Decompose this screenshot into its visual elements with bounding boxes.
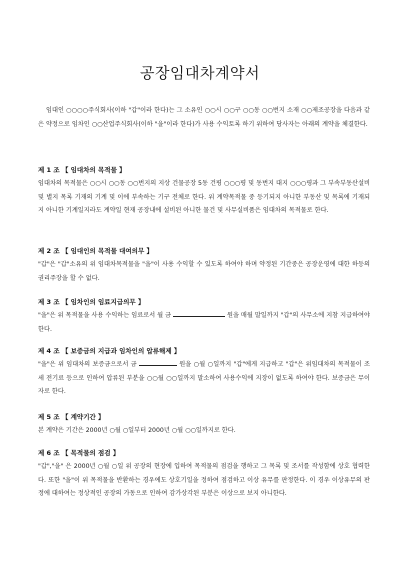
article-3-text-after: 원을 매월 말일까지 "갑"의 사무소에 지참 지급하여야 한다. bbox=[38, 312, 371, 333]
article-4-text-before: "을"은 위 임대차의 보증금으로서 금 bbox=[38, 361, 137, 368]
article-2-heading: 제 2 조 【 임대인의 목적물 대여의무 】 bbox=[38, 247, 153, 255]
article-6-body: "갑","을" 은 2000년 ○월 ○일 위 공장의 현장에 입하여 목적물의 점검을 행하고 그 목록 및 조서를 작성함에 상호 협력한다. 또한 "을"이 위 목적물을 반환하는 경우에도 상호기일을 정하여 점검하고 이상 유무를 판정한다. 이 경우 이상유무의 판정에 대하여는 정상적인 공장의 가동으로 인하여 감가상각된 부분은 이상으로 보지 아니한다. bbox=[38, 463, 370, 497]
article-4-body bbox=[38, 358, 370, 399]
article-3-body bbox=[38, 309, 370, 336]
article-4-text-after: 원을 ○월 ○일까지 "갑"에게 지급하고 "갑"은 위임대차의 목적물이 조세 전기료 등으로 인하여 압류된 부분을 ○○월 ○○일까지 말소하여 사용수익에 지장이 없도록 하여야 한다. 보증금은 무이자로 한다. bbox=[38, 361, 370, 395]
article-2-body: "갑"은 "갑"소유의 위 임대차목적물을 "을"이 사용 수익할 수 있도록 하여야 하며 약정된 기간중은 공장운영에 대한 하등의 권리주장을 할 수 없다. bbox=[38, 261, 370, 282]
article-5-body: 본 계약은 기간은 2000년 ○월 ○일부터 2000년 ○월 ○○일까지로 한다. bbox=[38, 427, 236, 434]
article-5-heading: 제 5 조 【 계약기간 】 bbox=[38, 413, 105, 421]
article-1-heading: 제 1 조 【 임대차의 목적물 】 bbox=[38, 166, 126, 174]
article-6-heading: 제 6 조 【 목적물의 점검 】 bbox=[38, 449, 120, 457]
article-3-heading: 제 3 조 【 임차인의 임료지급의무 】 bbox=[38, 298, 145, 306]
document-title: 공장임대차계약서 bbox=[140, 64, 260, 82]
rent-amount-blank bbox=[173, 310, 225, 317]
article-1-body: 임대차의 목적물은 ○○시 ○○동 ○○번지의 지상 건물공장 5동 건평 ○○○평 및 동번지 대지 ○○○평과 그 부속부동산설비 및 별지 목록 기재의 기계 및 이에 부속하는 기구 전체로 한다. 위 계약목적물 중 등기되지 아니한 부동산 및 목록에 기재되지 아니한 기계일지라도 계약일 현재 공장내에 설비된 아니한 물건 및 사무실비품은 임대차의 목적물로 한다. bbox=[38, 180, 370, 214]
intro-paragraph: 임대인 ○○○○주식회사(이하 "갑"이라 한다)는 그 소유인 ○○시 ○○구 ○○동 ○○번지 소재 ○○제조공장을 다음과 같은 약정으로 임차인 ○○산업주식회사(이하 "을"이라 한다)가 사용 수익토록 하기 위하여 당사자는 아래의 계약을 체결한다. bbox=[38, 107, 370, 128]
article-3-text-before: "을"은 위 목적물을 사용 수익하는 임료로서 월 금 bbox=[38, 312, 172, 319]
article-4-heading: 제 4 조 【 보증금의 지급과 임차인의 압류해제 】 bbox=[38, 347, 181, 355]
deposit-amount-blank bbox=[139, 359, 177, 366]
